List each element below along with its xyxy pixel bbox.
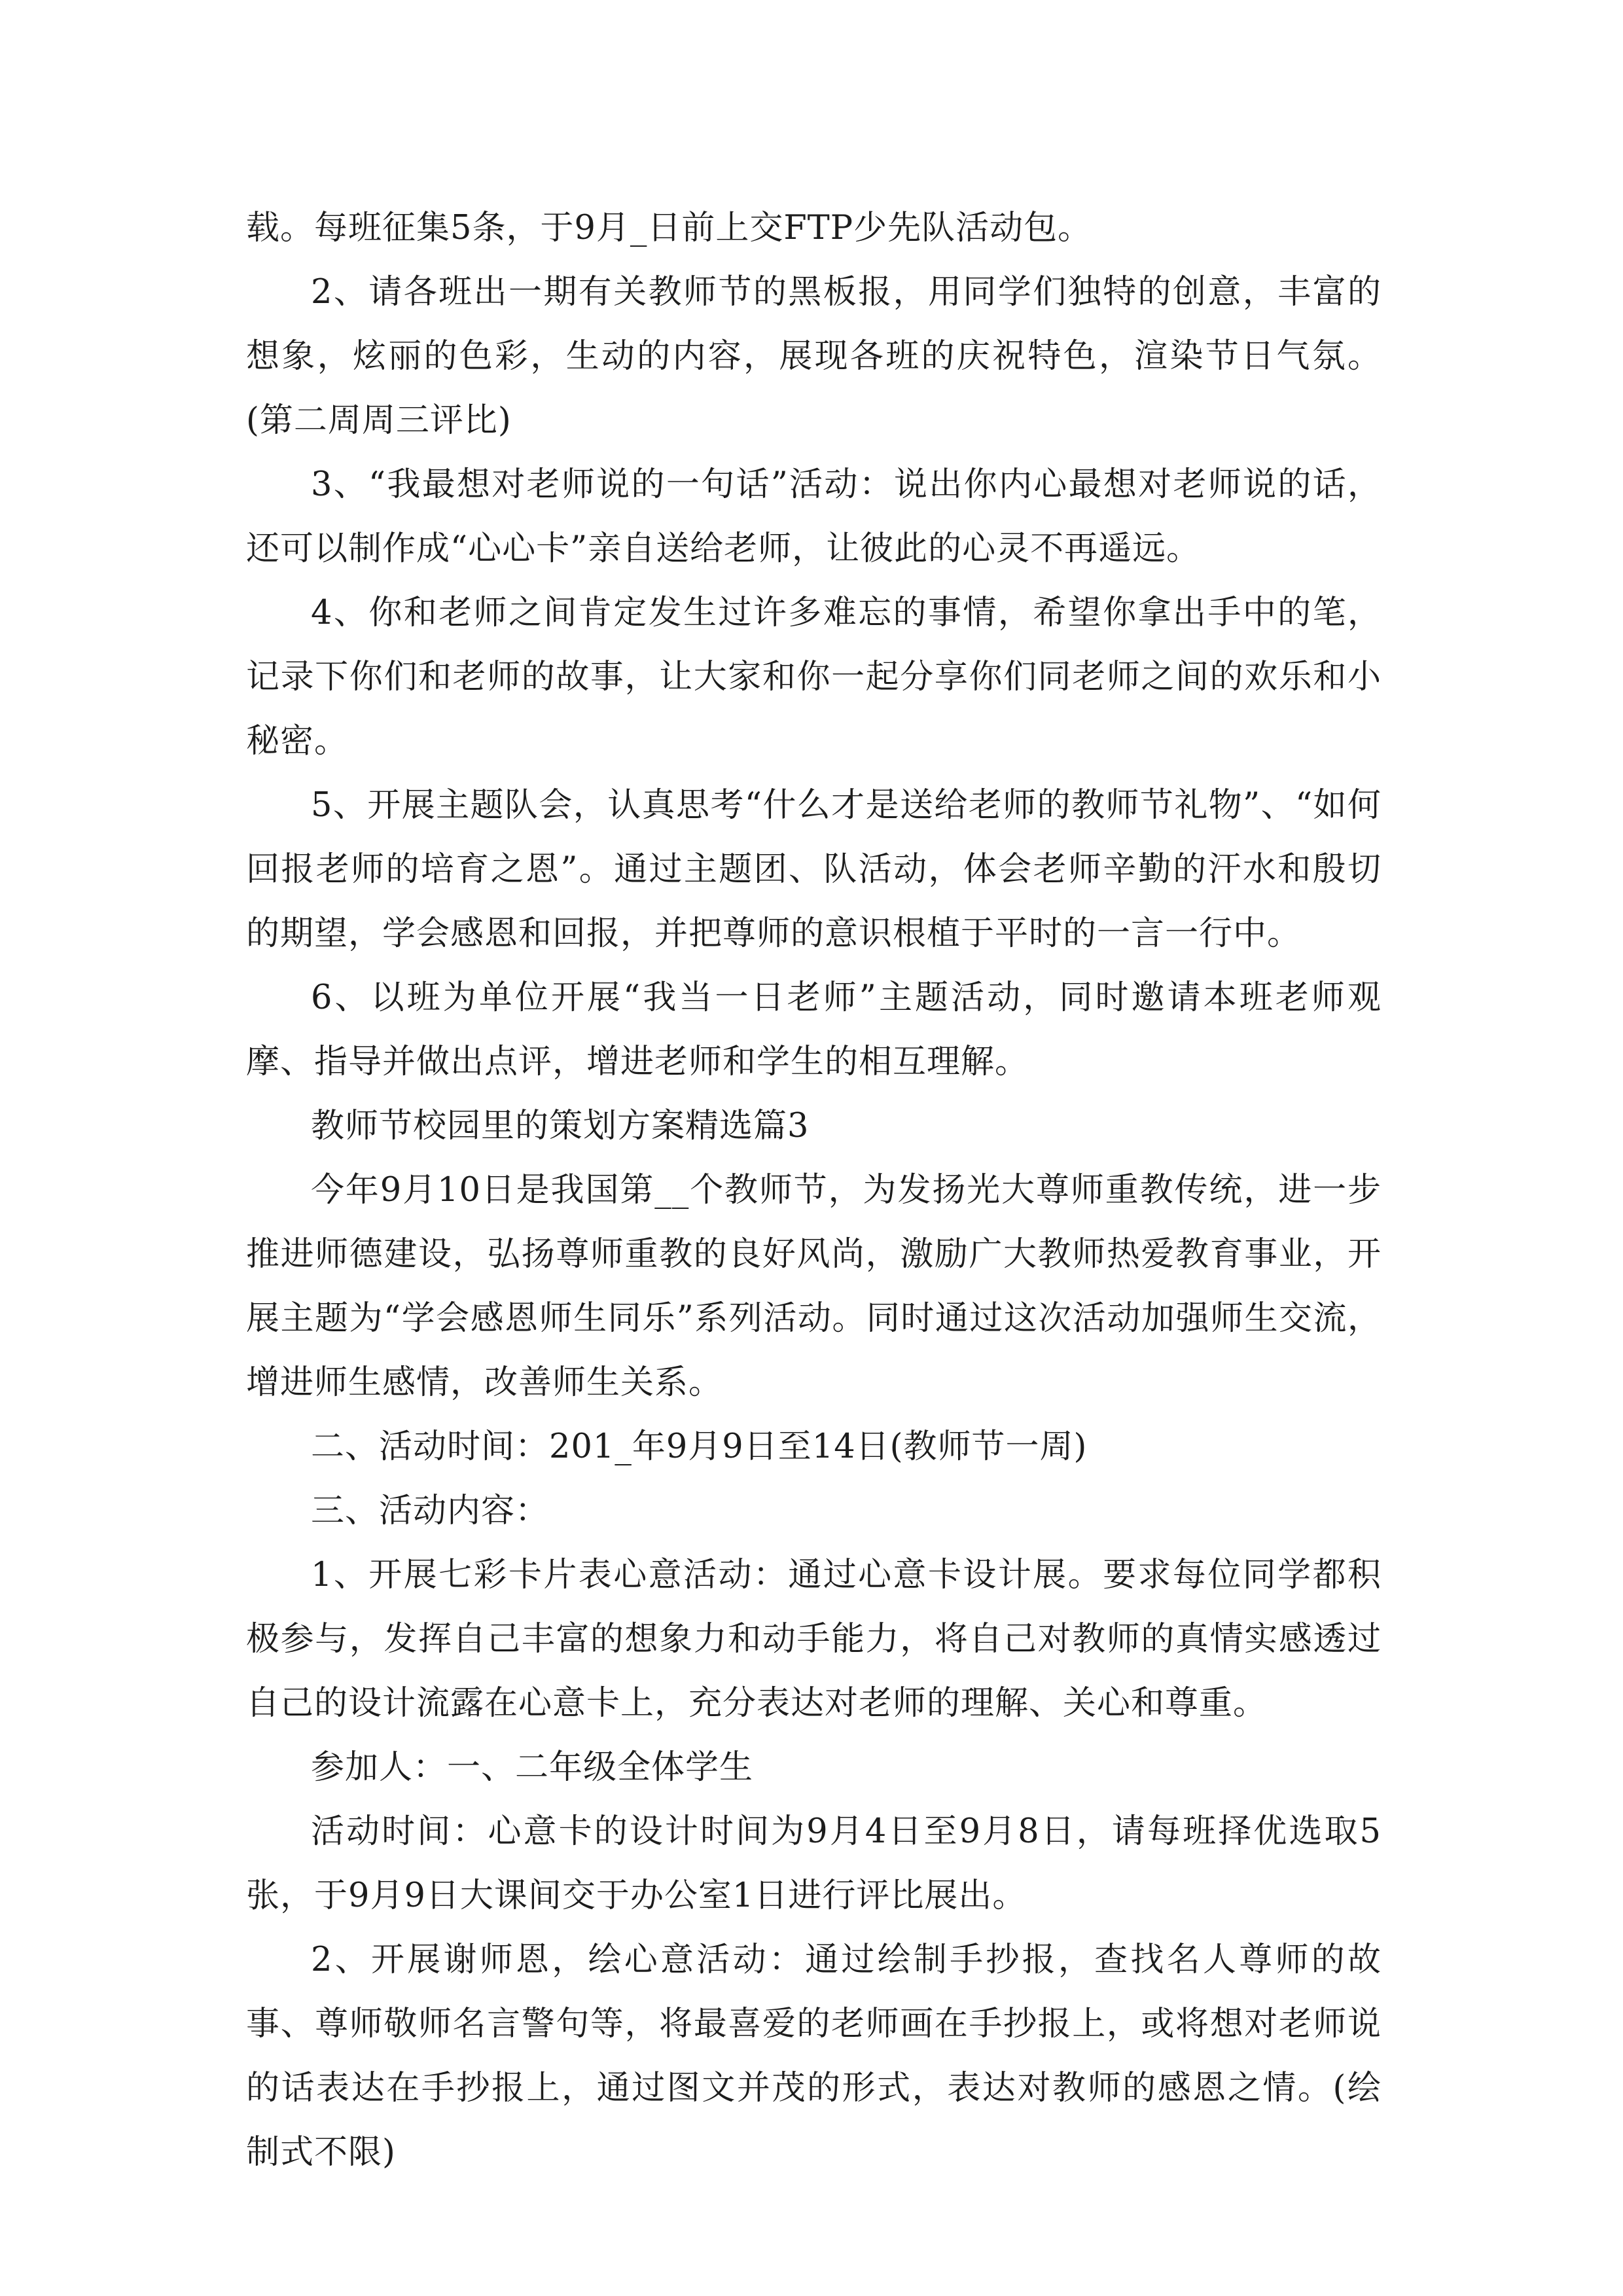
paragraph-card-time: 活动时间：心意卡的设计时间为9月4日至9月8日，请每班择优选取5张，于9月9日大课间交于办公室1日进行评比展出。 xyxy=(246,1812,1382,1915)
paragraph-activity-time: 二、活动时间：201_年9月9日至14日(教师节一周) xyxy=(311,1427,1088,1466)
section-heading: 教师节校园里的策划方案精选篇3 xyxy=(311,1107,810,1145)
paragraph-content-2: 2、开展谢师恩，绘心意活动：通过绘制手抄报，查找名人尊师的故事、尊师敬师名言警句等，将最喜爱的老师画在手抄报上，或将想对老师说的话表达在手抄报上，通过图文并茂的形式，表达对教师的感恩之情。(绘制式不限) xyxy=(246,1941,1382,2172)
paragraph-continuation: 载。每班征集5条，于9月_日前上交FTP少先队活动包。 xyxy=(246,209,1092,247)
paragraph-item-2: 2、请各班出一期有关教师节的黑板报，用同学们独特的创意，丰富的想象，炫丽的色彩，生动的内容，展现各班的庆祝特色，渲染节日气氛。(第二周周三评比) xyxy=(246,273,1382,440)
paragraph-item-3: 3、“我最想对老师说的一句话”活动：说出你内心最想对老师说的话，还可以制作成“心心卡”亲自送给老师，让彼此的心灵不再遥远。 xyxy=(246,465,1382,568)
paragraph-content-1: 1、开展七彩卡片表心意活动：通过心意卡设计展。要求每位同学都积极参与，发挥自己丰富的想象力和动手能力，将自己对教师的真情实感透过自己的设计流露在心意卡上，充分表达对老师的理解、关心和尊重。 xyxy=(246,1556,1382,1723)
paragraph-participants: 参加人：一、二年级全体学生 xyxy=(311,1748,754,1787)
paragraph-item-4: 4、你和老师之间肯定发生过许多难忘的事情，希望你拿出手中的笔，记录下你们和老师的故事，让大家和你一起分享你们同老师之间的欢乐和小秘密。 xyxy=(246,594,1382,761)
paragraph-item-5: 5、开展主题队会，认真思考“什么才是送给老师的教师节礼物”、“如何回报老师的培育之恩”。通过主题团、队活动，体会老师辛勤的汗水和殷切的期望，学会感恩和回报，并把尊师的意识根植于平时的一言一行中。 xyxy=(246,786,1382,953)
paragraph-intro: 今年9月10日是我国第__个教师节，为发扬光大尊师重教传统，进一步推进师德建设，弘扬尊师重教的良好风尚，激励广大教师热爱教育事业，开展主题为“学会感恩师生同乐”系列活动。同时通过这次活动加强师生交流，增进师生感情，改善师生关系。 xyxy=(246,1171,1382,1402)
paragraph-item-6: 6、以班为单位开展“我当一日老师”主题活动，同时邀请本班老师观摩、指导并做出点评，增进老师和学生的相互理解。 xyxy=(246,978,1382,1081)
document-body xyxy=(246,196,1382,2185)
paragraph-activity-content: 三、活动内容： xyxy=(311,1492,550,1530)
